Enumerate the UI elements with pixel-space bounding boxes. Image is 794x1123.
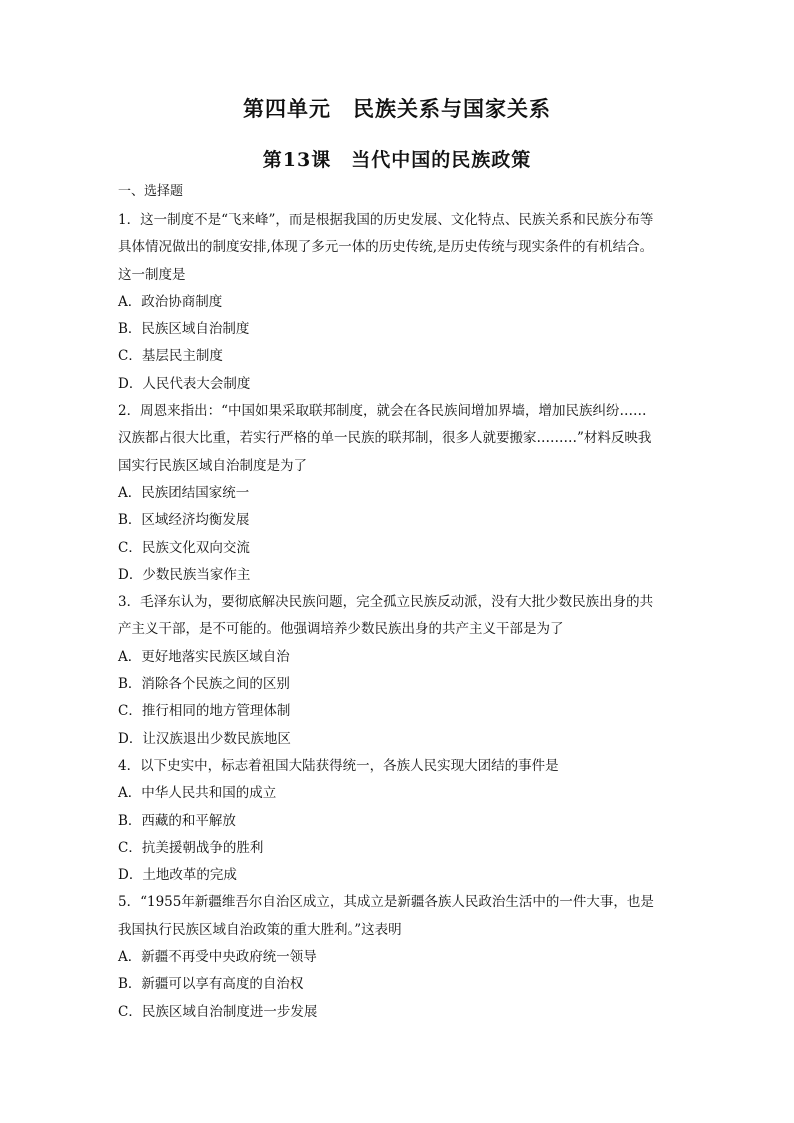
- option-c: C．民族区域自治制度进一步发展: [118, 1003, 318, 1020]
- option-d: D．土地改革的完成: [118, 867, 237, 884]
- option-c: C．民族文化双向交流: [118, 539, 250, 556]
- option-b: B．西藏的和平解放: [118, 812, 236, 829]
- option-b: B．区域经济均衡发展: [118, 512, 250, 529]
- question-stem-line: 汉族都占很大比重，若实行严格的单一民族的联邦制，很多人就要搬家………”材料反映我: [118, 430, 652, 447]
- question-stem-line: 国实行民族区域自治制度是为了: [118, 457, 307, 474]
- option-b: B．消除各个民族之间的区别: [118, 676, 290, 693]
- question-stem-line: 3．毛泽东认为，要彻底解决民族问题，完全孤立民族反动派，没有大批少数民族出身的共: [118, 594, 654, 611]
- question-stem-line: 具体情况做出的制度安排,体现了多元一体的历史传统,是历史传统与现实条件的有机结合。: [118, 239, 654, 256]
- question-4: [118, 753, 678, 889]
- question-stem-line: 4．以下史实中，标志着祖国大陆获得统一，各族人民实现大团结的事件是: [118, 757, 559, 774]
- question-3: [118, 589, 678, 753]
- option-c: C．推行相同的地方管理体制: [118, 703, 291, 720]
- option-a: A．政治协商制度: [118, 293, 223, 310]
- question-list: [118, 207, 678, 1026]
- question-stem-line: 1．这一制度不是“飞来峰”，而是根据我国的历史发展、文化特点、民族关系和民族分布等: [118, 212, 654, 228]
- option-d: D．让汉族退出少数民族地区: [118, 730, 291, 747]
- question-5: [118, 889, 678, 1025]
- question-stem-line: 2．周恩来指出：“中国如果采取联邦制度，就会在各民族间增加界墙，增加民族纠纷……: [118, 403, 647, 420]
- option-c: C．抗美援朝战争的胜利: [118, 839, 264, 856]
- question-stem-line: 产主义干部，是不可能的。他强调培养少数民族出身的共产主义干部是为了: [118, 621, 564, 638]
- question-2: [118, 398, 678, 589]
- option-a: A．中华人民共和国的成立: [118, 785, 277, 802]
- option-c: C．基层民主制度: [118, 348, 223, 365]
- option-b: B．民族区域自治制度: [118, 321, 250, 338]
- option-a: A．民族团结国家统一: [118, 484, 250, 501]
- option-d: D．人民代表大会制度: [118, 375, 251, 392]
- option-a: A．更好地落实民族区域自治: [118, 648, 290, 665]
- option-d: D．少数民族当家作主: [118, 566, 251, 583]
- question-stem-line: 5．“1955年新疆维吾尔自治区成立，其成立是新疆各族人民政治生活中的一件大事，也是: [118, 894, 654, 911]
- question-stem-line: 这一制度是: [118, 266, 186, 283]
- unit-title: 第四单元 民族关系与国家关系: [243, 96, 551, 121]
- question-stem-line: 我国执行民族区域自治政策的重大胜利。”这表明: [118, 921, 402, 938]
- lesson-title: 第13课 当代中国的民族政策: [262, 149, 532, 171]
- option-a: A．新疆不再受中央政府统一领导: [118, 949, 317, 966]
- option-b: B．新疆可以享有高度的自治权: [118, 976, 304, 993]
- section-heading: 一、选择题: [118, 184, 184, 199]
- question-1: [118, 207, 678, 398]
